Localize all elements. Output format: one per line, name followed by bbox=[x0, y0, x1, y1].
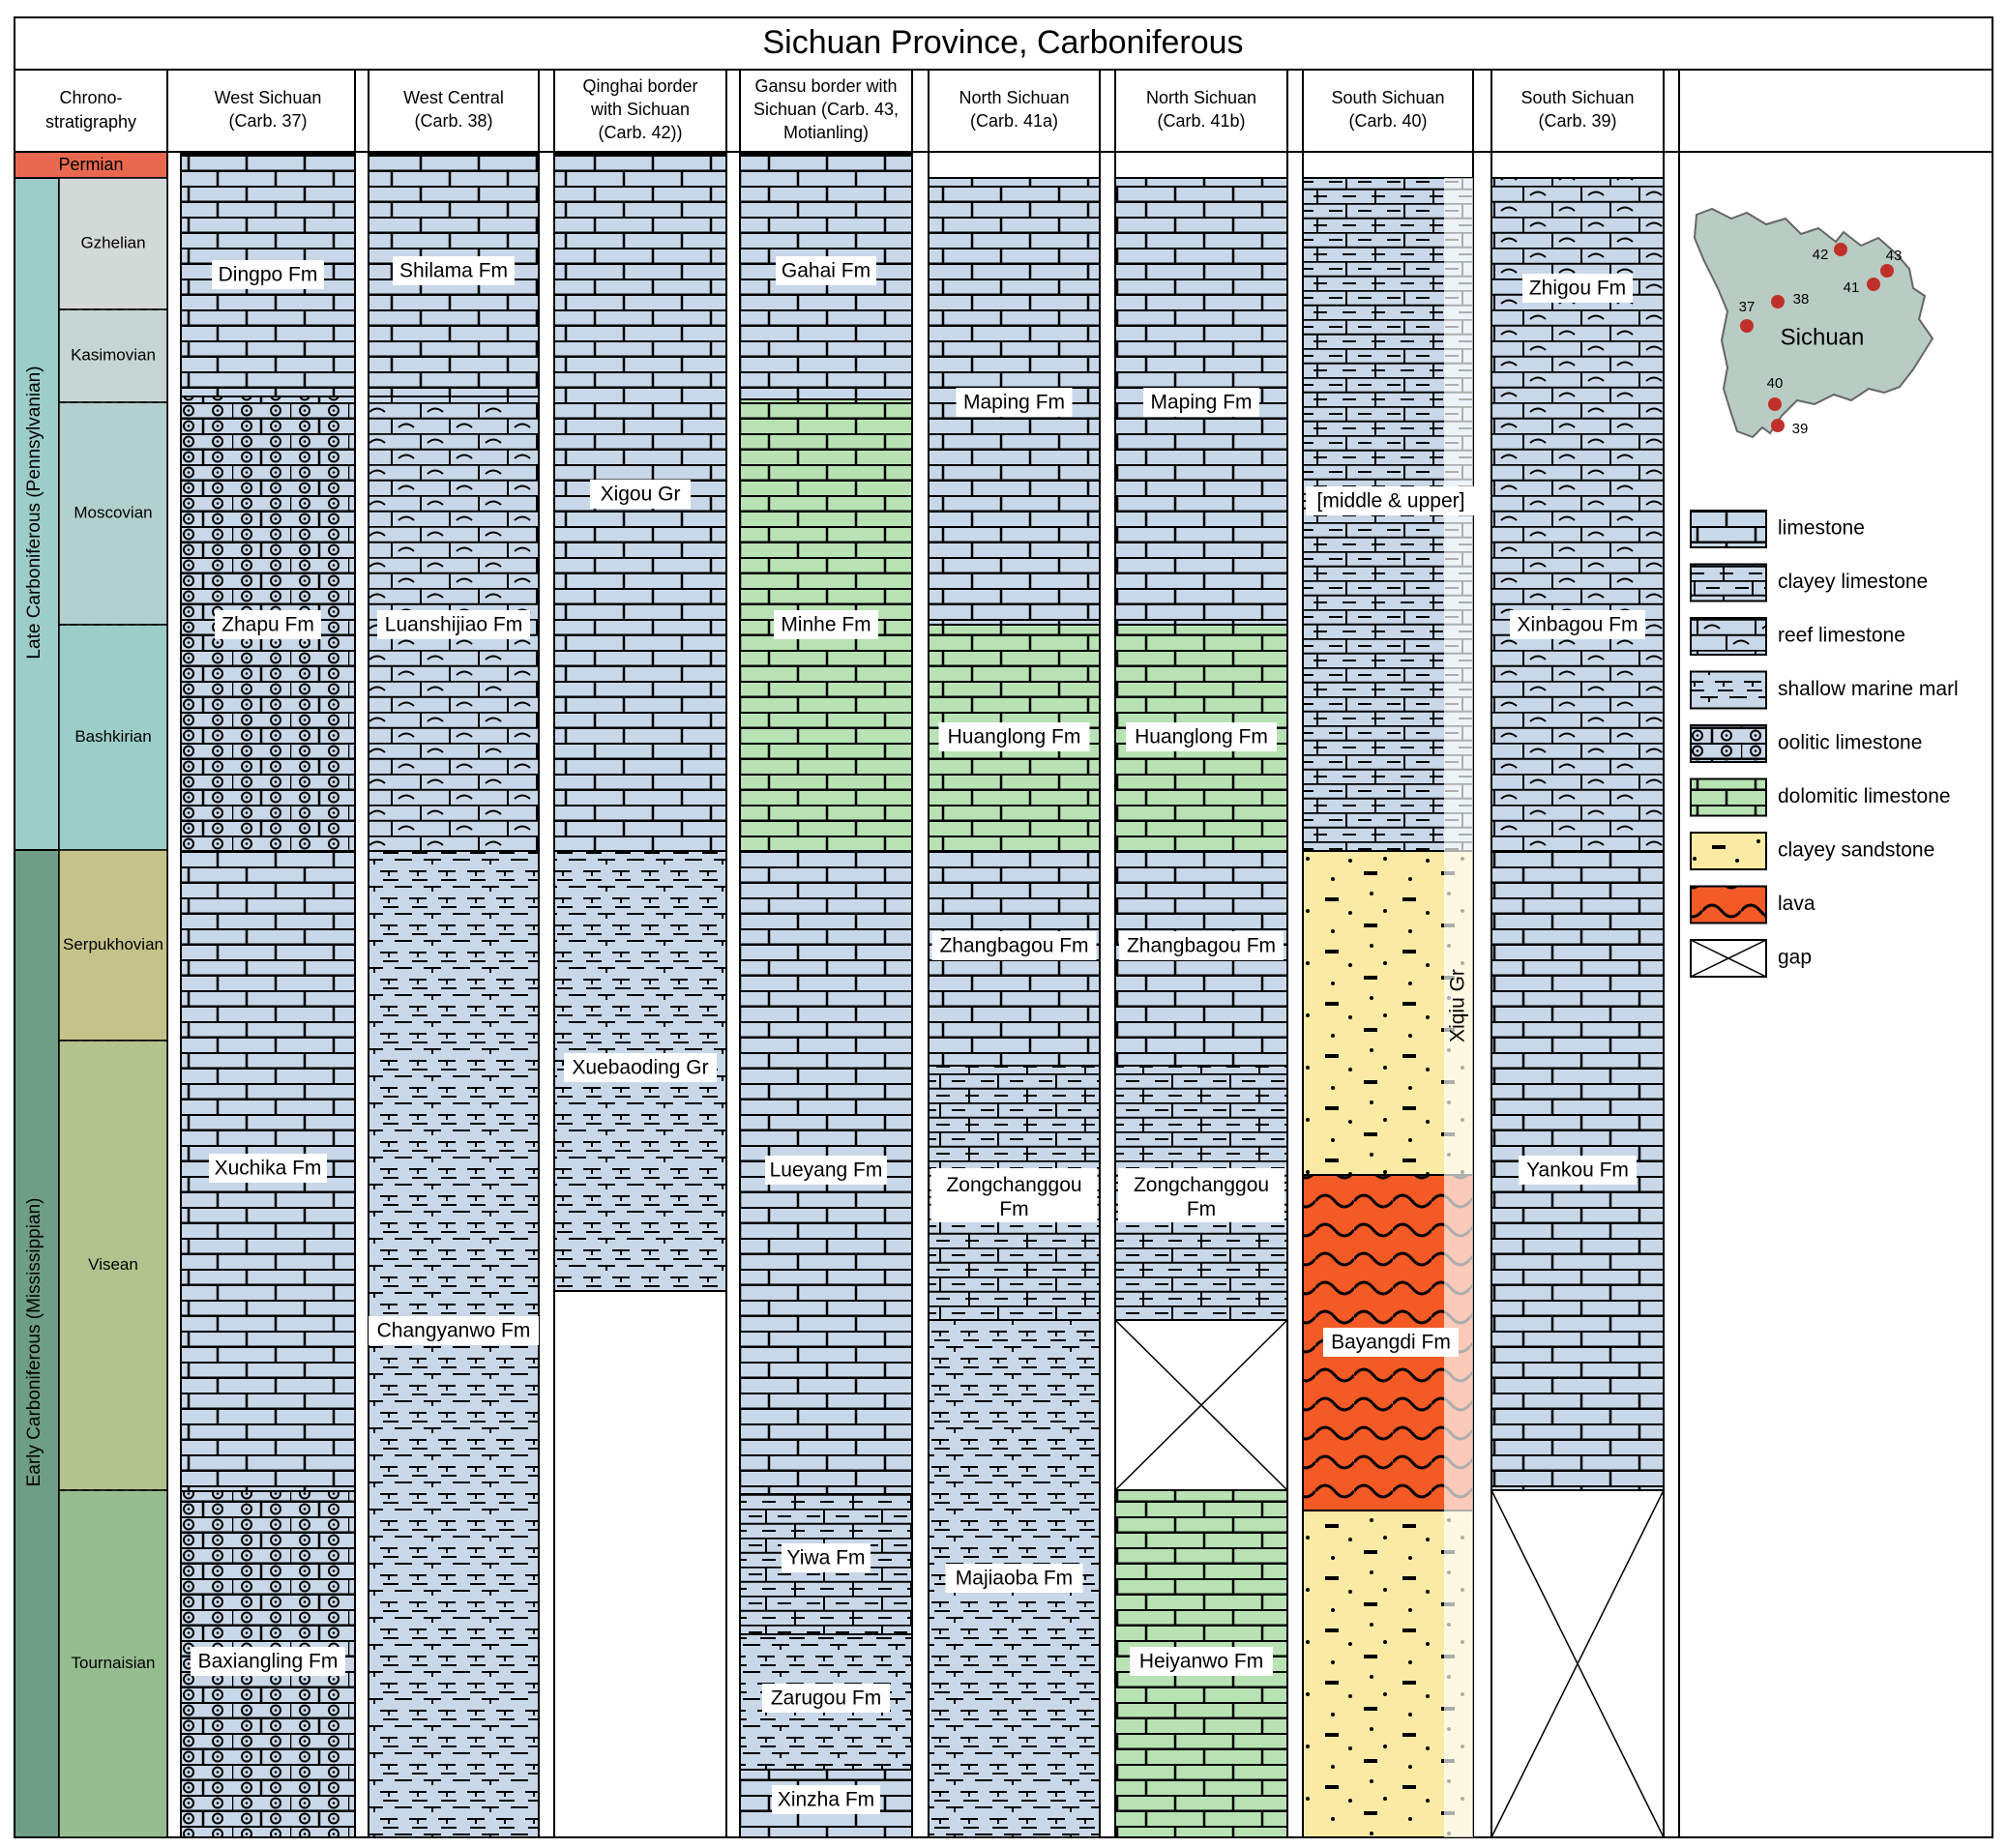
legend-swatch bbox=[1691, 565, 1766, 601]
formation-name: Lueyang Fm bbox=[769, 1159, 883, 1182]
period-label-permian: Permian bbox=[58, 154, 124, 174]
formation-name: Xinzha Fm bbox=[777, 1788, 875, 1811]
formation-label bbox=[1323, 1328, 1459, 1357]
legend-swatch bbox=[1691, 511, 1766, 547]
site-label: 40 bbox=[1766, 374, 1784, 392]
formation-label bbox=[774, 610, 878, 639]
formation-label bbox=[1522, 274, 1633, 303]
site-marker bbox=[1740, 319, 1754, 333]
site-label: 39 bbox=[1791, 420, 1809, 437]
column-header-line: (Carb. 37) bbox=[228, 110, 308, 131]
formation-label bbox=[209, 1154, 327, 1183]
formation-name: Heiyanwo Fm bbox=[1138, 1650, 1264, 1673]
map-label: Sichuan bbox=[1780, 324, 1865, 351]
formation-name: Majiaoba Fm bbox=[955, 1567, 1074, 1590]
formation-label bbox=[1130, 1647, 1273, 1676]
formation-label bbox=[1306, 486, 1476, 515]
column-headers bbox=[45, 76, 1635, 142]
stage-label: Gzhelian bbox=[80, 233, 146, 252]
legend-swatch bbox=[1691, 887, 1766, 924]
column-header-line: (Carb. 40) bbox=[1348, 110, 1428, 131]
legend-swatch bbox=[1691, 672, 1766, 709]
site-label: 38 bbox=[1792, 290, 1810, 308]
column-header-line: North Sichuan bbox=[1145, 87, 1257, 107]
formation-label bbox=[762, 1684, 890, 1713]
column-header-line: (Carb. 42)) bbox=[598, 122, 683, 142]
column-header-line: Motianling) bbox=[782, 122, 870, 142]
formation-name: Zarugou Fm bbox=[770, 1687, 882, 1710]
legend-item-clayey bbox=[1691, 565, 1928, 601]
column-header-line: Qinghai border bbox=[582, 75, 698, 96]
formation-name: Xuebaoding Gr bbox=[572, 1056, 709, 1079]
formation-name: Xigou Gr bbox=[600, 483, 681, 506]
legend-item-dolomitic bbox=[1691, 779, 1951, 816]
formation-name: Bayangdi Fm bbox=[1331, 1331, 1451, 1354]
site-marker bbox=[1771, 295, 1785, 308]
legend-swatch bbox=[1691, 618, 1766, 655]
legend-item-marl bbox=[1691, 672, 1959, 709]
formation-name: Zhangbagou Fm bbox=[939, 934, 1089, 957]
legend bbox=[1691, 511, 1959, 977]
formation-label bbox=[931, 1168, 1098, 1222]
stage-label: Visean bbox=[88, 1254, 138, 1274]
column-header-line: North Sichuan bbox=[959, 87, 1070, 107]
formation-label bbox=[1126, 722, 1277, 751]
formation-label bbox=[772, 1785, 880, 1814]
formation-name: Xuchika Fm bbox=[214, 1157, 322, 1180]
formation-name: Shilama Fm bbox=[398, 259, 509, 282]
stage-label: Bashkirian bbox=[74, 726, 152, 746]
legend-item-limestone bbox=[1691, 511, 1865, 547]
formation-label bbox=[564, 1053, 717, 1082]
formation-label bbox=[932, 931, 1097, 960]
formation-name: Yiwa Fm bbox=[786, 1546, 866, 1569]
site-label: 42 bbox=[1812, 246, 1829, 263]
period-label-late: Late Carboniferous (Pennsylvanian) bbox=[24, 366, 45, 660]
formation-name: Yankou Fm bbox=[1526, 1159, 1629, 1182]
formation-name: Luanshijiao Fm bbox=[384, 613, 523, 636]
formation-label bbox=[212, 260, 324, 289]
formation-label bbox=[957, 388, 1073, 417]
site-label: 43 bbox=[1885, 247, 1903, 264]
column-header-line: (Carb. 39) bbox=[1538, 110, 1617, 131]
chart-title: Sichuan Province, Carboniferous bbox=[762, 23, 1244, 61]
column-header-line: with Sichuan bbox=[590, 99, 691, 119]
legend-label: clayey sandstone bbox=[1778, 838, 1935, 862]
column-header-line: Gansu border with bbox=[754, 75, 898, 96]
legend-swatch bbox=[1691, 833, 1766, 869]
formation-name: Xiqiu Gr bbox=[1446, 969, 1469, 1042]
legend-item-oolitic bbox=[1691, 725, 1922, 762]
column-header-line: West Sichuan bbox=[214, 87, 322, 107]
legend-item-sandstone bbox=[1691, 833, 1934, 869]
formation-label bbox=[1519, 1156, 1637, 1185]
stage-label: Kasimovian bbox=[71, 345, 156, 365]
legend-item-reef bbox=[1691, 618, 1905, 655]
legend-label: oolitic limestone bbox=[1778, 731, 1923, 754]
formation-label bbox=[782, 1543, 871, 1572]
formation-name: [middle & upper] bbox=[1316, 489, 1465, 513]
legend-label: shallow marine marl bbox=[1778, 678, 1959, 701]
formation-label bbox=[1119, 931, 1284, 960]
formation-label bbox=[939, 722, 1090, 751]
legend-label: lava bbox=[1778, 893, 1815, 916]
formation-name: Baxiangling Fm bbox=[197, 1650, 339, 1673]
stage-label: Serpukhovian bbox=[63, 934, 163, 953]
legend-label: gap bbox=[1778, 946, 1813, 969]
formation-name: Zongchanggou Fm bbox=[1133, 1173, 1270, 1221]
column-header-line: Sichuan (Carb. 43, bbox=[753, 99, 900, 119]
formation-label bbox=[369, 1316, 539, 1345]
stage-label: Tournaisian bbox=[71, 1653, 156, 1672]
legend-swatch bbox=[1691, 725, 1766, 762]
legend-item-lava bbox=[1691, 887, 1815, 924]
column-header-line: (Carb. 38) bbox=[414, 110, 493, 131]
legend-item-gap bbox=[1691, 940, 1812, 977]
site-label: 41 bbox=[1843, 279, 1860, 296]
formation-label bbox=[590, 480, 691, 509]
formation-name: Zhapu Fm bbox=[221, 613, 314, 636]
site-marker bbox=[1768, 397, 1782, 411]
formation-label bbox=[191, 1647, 345, 1676]
formation-label bbox=[1510, 610, 1645, 639]
formation-name: Zhangbagou Fm bbox=[1126, 934, 1277, 957]
column-header-line: South Sichuan bbox=[1331, 87, 1445, 107]
period-label-early: Early Carboniferous (Mississippian) bbox=[24, 1197, 45, 1487]
formation-name: Minhe Fm bbox=[781, 613, 871, 636]
column-header-line: South Sichuan bbox=[1520, 87, 1635, 107]
formation-label bbox=[393, 256, 515, 285]
legend-label: clayey limestone bbox=[1778, 571, 1929, 594]
column-header-line: (Carb. 41b) bbox=[1157, 110, 1246, 131]
formation-label bbox=[765, 1156, 887, 1185]
stage-label: Moscovian bbox=[74, 503, 153, 522]
formation-name: Changyanwo Fm bbox=[376, 1319, 531, 1342]
formation-label bbox=[215, 610, 321, 639]
column-header-line: (Carb. 41a) bbox=[969, 110, 1059, 131]
site-marker bbox=[1771, 419, 1785, 432]
formation-name: Huanglong Fm bbox=[1135, 725, 1268, 748]
site-label: 37 bbox=[1738, 298, 1756, 315]
site-marker bbox=[1834, 243, 1847, 256]
site-marker bbox=[1880, 264, 1894, 278]
formation-label bbox=[776, 256, 876, 285]
site-marker bbox=[1867, 278, 1880, 291]
formation-name: Gahai Fm bbox=[781, 259, 871, 282]
formation-name: Zongchanggou Fm bbox=[946, 1173, 1082, 1221]
formation-name: Xinbagou Fm bbox=[1517, 613, 1638, 636]
column-header-line: West Central bbox=[403, 87, 504, 107]
formation-name: Huanglong Fm bbox=[947, 725, 1081, 748]
formation-label bbox=[1118, 1168, 1284, 1222]
formation-label bbox=[1143, 388, 1259, 417]
sichuan-map bbox=[1695, 209, 1933, 437]
formation-name: Maping Fm bbox=[962, 391, 1066, 414]
chronostratigraphy bbox=[15, 152, 167, 1837]
formation-name: Dingpo Fm bbox=[218, 263, 318, 286]
formation-label bbox=[946, 1564, 1083, 1593]
chrono-header-line: Chrono- bbox=[59, 87, 123, 107]
legend-label: limestone bbox=[1778, 516, 1865, 540]
formation-label bbox=[377, 610, 530, 639]
sichuan-outline bbox=[1695, 209, 1933, 437]
legend-swatch bbox=[1691, 779, 1766, 816]
formation-name: Zhigou Fm bbox=[1528, 277, 1627, 300]
formation-name: Maping Fm bbox=[1150, 391, 1253, 414]
lithology-units bbox=[181, 154, 1664, 1837]
chrono-header-line: stratigraphy bbox=[44, 111, 137, 132]
legend-label: dolomitic limestone bbox=[1778, 785, 1951, 808]
legend-label: reef limestone bbox=[1778, 624, 1905, 647]
